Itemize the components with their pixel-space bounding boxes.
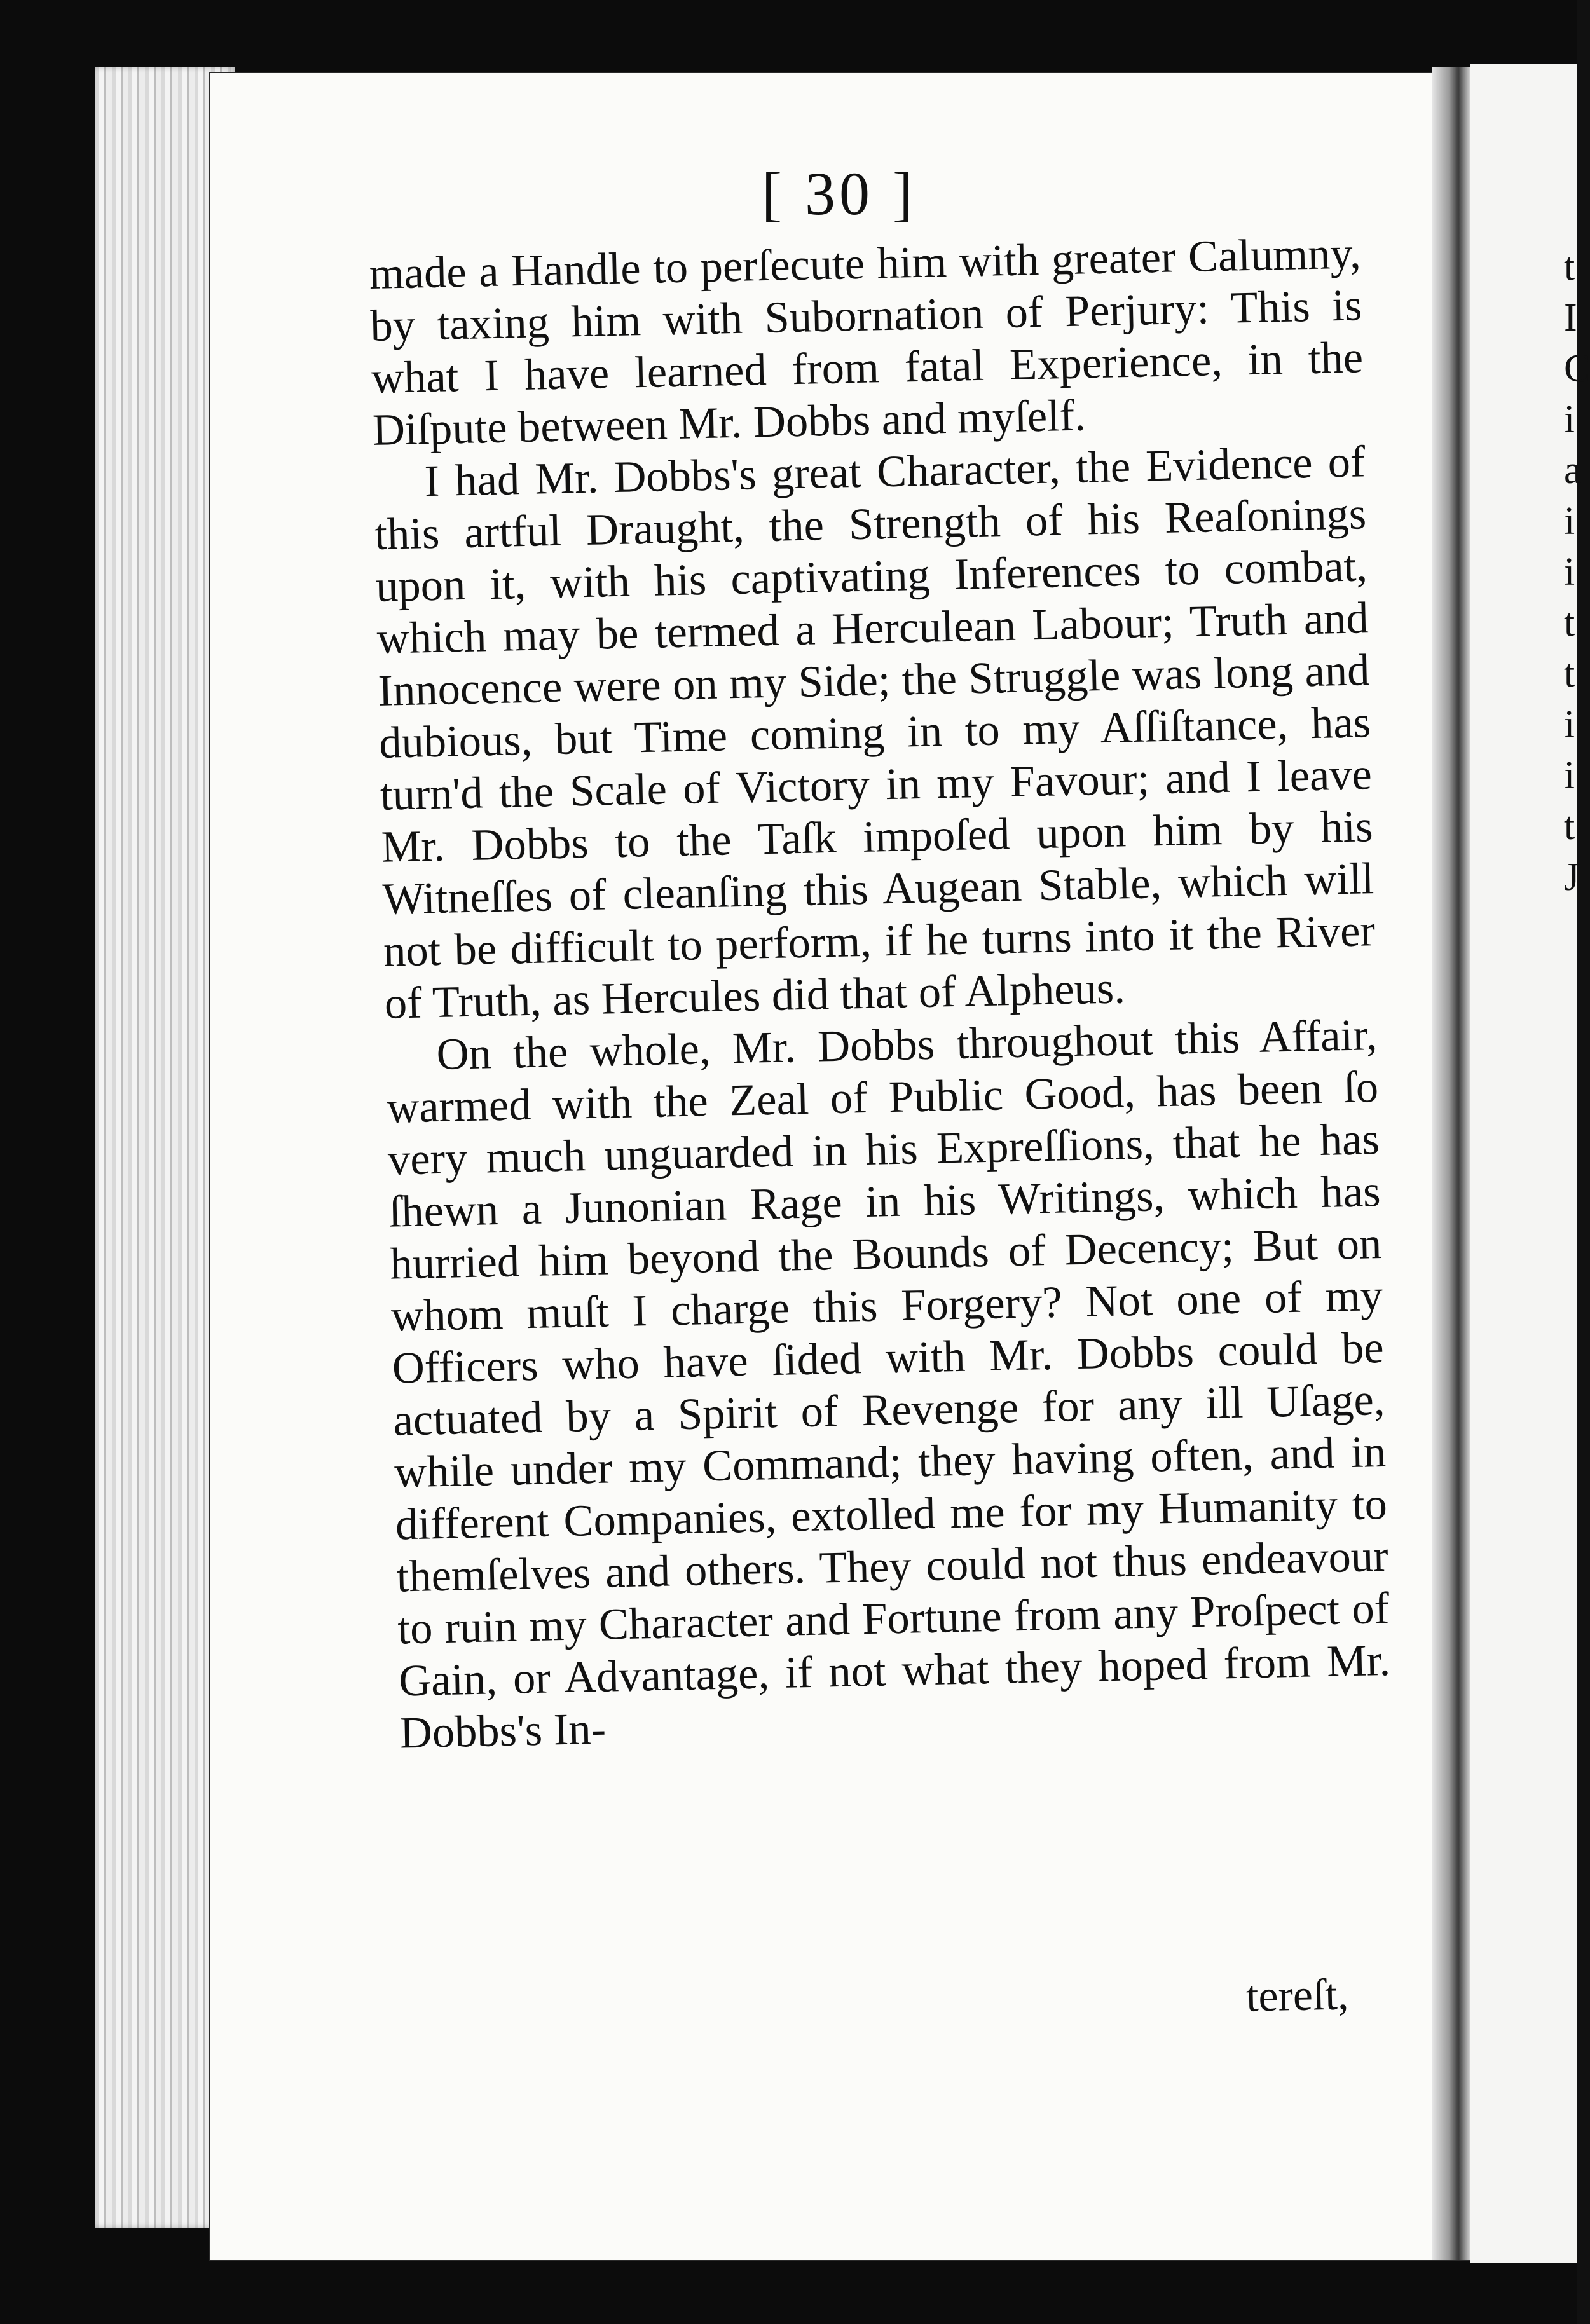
facing-letter: J — [1564, 856, 1580, 899]
paragraph: I had Mr. Dobbs's great Character, the Evidence of this artful Draught, the Strength of his Reaſonings upon it, with his captivating Inferences to combat, which may be termed a Herculean Labour; Truth and Innocence were on my Side; the Struggle was long and dubious, but Time coming in to my Aſſiſtance, has turn'd the Scale of Victory in my Favour; and I leave Mr. Dobbs to the Taſk impoſed upon him by his Witneſſes of cleanſing this Augean Stable, which will not be difficult to perform, if he turns into it the River of Truth, as Hercules did that of Alpheus. — [374, 437, 1376, 1029]
facing-letter: i — [1564, 398, 1575, 441]
facing-letter: i — [1564, 754, 1575, 797]
paragraph: On the whole, Mr. Dobbs throughout this Affair, warmed with the Zeal of Public Good, has been ſo very much unguarded in his Expreſſions, that he has ſhewn a Junonian Rage in his Writings, which has hurried him beyond the Bounds of Decency; But on whom muſt I charge this Forgery? Not one of my Officers who have ſided with Mr. Dobbs could be actuated by a Spirit of Revenge for any ill Uſage, while under my Command; they having often, and in different Companies, extolled me for my Humanity to themſelves and others. They could not thus endeavour to ruin my Character and Fortune from any Proſpect of Gain, or Advantage, if not what they hoped from Mr. Dobbs's In- — [386, 1010, 1391, 1758]
facing-letter: t — [1564, 601, 1575, 645]
paragraph: made a Handle to perſecute him with greater Calumny, by taxing him with Subornation of Perjury: This is what I have learned from fatal Experience, in the Diſpute between Mr. Dobbs and myſelf. — [369, 228, 1364, 455]
facing-letter: I — [1564, 296, 1577, 339]
book-gutter — [1432, 67, 1470, 2260]
facing-letter: t — [1564, 805, 1575, 848]
catchword: tereſt, — [1245, 1970, 1350, 2021]
facing-letter: t — [1564, 245, 1575, 289]
facing-letter: C — [1564, 347, 1590, 390]
facing-letter: i — [1564, 703, 1575, 746]
facing-letter: a — [1564, 449, 1582, 492]
facing-page — [1470, 64, 1590, 2263]
body-text — [369, 227, 1392, 1759]
facing-letter: i — [1564, 500, 1575, 543]
facing-page-letters — [1564, 242, 1590, 1195]
facing-letter: t — [1564, 652, 1575, 695]
page-number: [ 30 ] — [762, 160, 917, 228]
facing-letter: i — [1564, 550, 1575, 594]
